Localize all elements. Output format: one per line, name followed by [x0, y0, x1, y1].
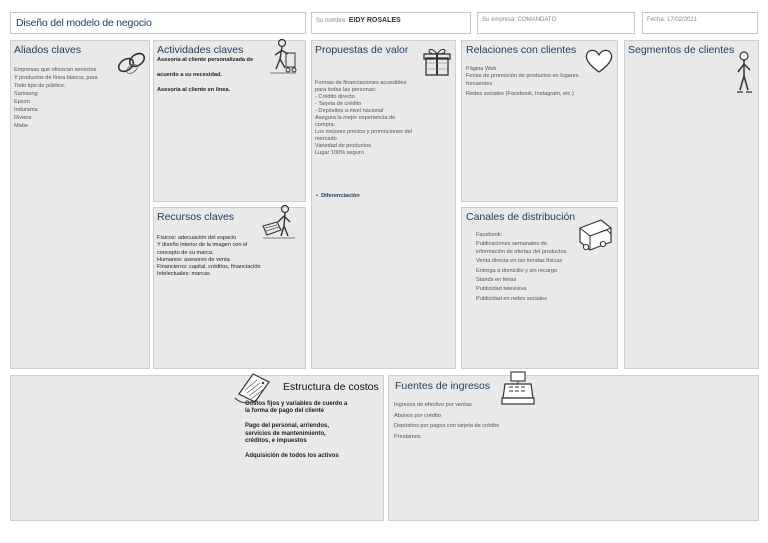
customer-relationships-panel[interactable] — [461, 40, 618, 202]
list-item: Asegura la mejor experiencia de — [315, 115, 396, 121]
canvas-title-box — [10, 12, 306, 34]
company-label: Su empresa: — [482, 17, 517, 23]
list-item: Todo tipo de público. — [14, 83, 66, 89]
list-item: Entrega a domicilio y sin recargo — [476, 267, 558, 274]
list-item: mercado — [315, 136, 337, 142]
list-item: Publicidad en redes sociales — [476, 295, 547, 302]
name-value: EIDY ROSALES — [348, 17, 401, 24]
list-item: Indurama — [14, 107, 38, 113]
list-item: Los mejores precios y promociones del — [315, 129, 413, 135]
list-item: Mabe — [14, 123, 28, 129]
list-item: Asesoría al cliente personalizada de — [157, 57, 254, 63]
list-item: frecuentes — [466, 80, 493, 87]
list-item: Riviera — [14, 115, 32, 121]
name-label: Su nombre: — [316, 18, 348, 24]
list-item: Publicidad televisiva — [476, 286, 527, 293]
channels-panel[interactable] — [461, 207, 618, 369]
worker-cart-icon — [266, 37, 298, 77]
list-item: Empresas que ofrezcan servicios — [14, 67, 97, 73]
value-proposition-panel[interactable] — [311, 40, 456, 369]
list-item: Abonos por crédito — [394, 412, 441, 419]
customer-relationships-title: Relaciones con clientes — [466, 44, 577, 56]
customer-segments-title: Segmentos de clientes — [628, 44, 735, 56]
delivery-truck-icon — [577, 218, 617, 254]
channels-list — [476, 232, 566, 303]
list-item — [157, 80, 253, 88]
list-item: la forma de pago del cliente — [245, 408, 325, 415]
list-item: Asesoría al cliente en línea. — [157, 87, 231, 93]
list-item: Ingresos de efectivo por ventas — [394, 402, 472, 408]
list-item: Y productos de línea blanca, para — [14, 75, 98, 81]
cash-register-icon — [501, 370, 537, 406]
list-item: Formas de financiaciones accesibles — [315, 80, 407, 86]
list-item: - Tarjeta de crédito — [315, 101, 362, 107]
key-partners-list — [14, 66, 98, 130]
list-item: Financieros: capital, créditos, financiación — [157, 264, 261, 271]
list-item: para todas las personas: — [315, 87, 377, 93]
list-item: concepto de su marca. — [157, 249, 214, 256]
revenue-streams-list — [394, 400, 499, 442]
key-partners-panel[interactable] — [10, 40, 150, 369]
list-item: Intelectuales: marcas — [157, 271, 210, 278]
channels-title: Canales de distribución — [466, 211, 576, 223]
differentiation-bullet — [316, 192, 360, 200]
list-item: Publicaciones semanales de — [476, 241, 547, 248]
revenue-streams-title: Fuentes de ingresos — [395, 380, 491, 392]
cost-structure-title: Estructura de costos — [283, 381, 379, 393]
key-resources-title: Recursos claves — [157, 211, 235, 223]
key-partners-title: Aliados claves — [14, 44, 82, 56]
key-activities-list — [157, 57, 253, 95]
list-item: compra. — [315, 122, 336, 128]
list-item: - Depósitos a nivel nacional — [315, 108, 384, 114]
list-item: Prestamos — [394, 433, 421, 440]
list-item: acuerdo a su necesidad. — [157, 72, 222, 78]
gift-box-icon — [420, 45, 454, 79]
list-item — [157, 65, 253, 73]
chain-links-icon — [116, 49, 148, 77]
key-resources-list — [157, 235, 261, 279]
list-item: Lugar 100% seguro — [315, 150, 364, 156]
date-label: Fecha: — [647, 17, 666, 23]
customer-segments-panel[interactable] — [624, 40, 759, 369]
list-item: servicios de mantenimiento, — [245, 430, 326, 437]
customer-relationships-list — [466, 66, 579, 99]
company-field[interactable] — [477, 12, 635, 34]
list-item: Redes sociales (Facebook, Instagram, etc.) — [466, 91, 574, 98]
key-activities-panel[interactable] — [153, 40, 306, 202]
list-item: Ferias de promoción de productos en lugares — [466, 73, 579, 80]
person-icon — [733, 50, 757, 94]
list-item: Venta directa en las tiendas físicas — [476, 258, 563, 265]
list-item: Depósitos por pagos con tarjeta de crédito — [394, 423, 500, 429]
heart-icon — [584, 47, 614, 75]
list-item: Epson — [14, 99, 30, 105]
list-item: Facebook: — [476, 232, 503, 238]
date-value: 17/02/2021 — [667, 17, 698, 23]
date-field[interactable] — [642, 12, 758, 34]
list-item: Página Web — [466, 66, 497, 72]
list-item: Humanos: asesores de venta — [157, 256, 230, 263]
list-item — [245, 416, 347, 423]
list-item: - Crédito directo — [315, 94, 355, 100]
list-item: Stands en ferias — [476, 277, 517, 284]
list-item: créditos, e impuestos — [245, 438, 307, 445]
list-item: Físicos: adecuación del espacio — [157, 235, 237, 241]
worker-machine-icon — [261, 202, 297, 242]
key-resources-panel[interactable] — [153, 207, 306, 369]
list-item: Samsung — [14, 91, 38, 97]
bullet-dot-icon: • — [316, 193, 322, 199]
value-proposition-title: Propuestas de valor — [315, 44, 409, 56]
list-item: Y diseño interior de la imagen con el — [157, 242, 248, 249]
cost-structure-list — [245, 401, 347, 460]
list-item — [245, 445, 347, 452]
value-proposition-list — [315, 80, 412, 157]
canvas-title: Diseño del modelo de negocio — [16, 17, 152, 29]
list-item: Adquisición de todos los activos — [245, 452, 339, 459]
name-field[interactable] — [311, 12, 471, 34]
key-activities-title: Actividades claves — [157, 44, 244, 56]
cost-structure-panel[interactable] — [10, 375, 384, 521]
list-item: Pago del personal, arriendos, — [245, 423, 330, 430]
list-item: Costos fijos y variables de cuerdo a — [245, 401, 348, 407]
list-item: información de ofertas del productos — [476, 248, 567, 255]
revenue-streams-panel[interactable] — [388, 375, 759, 521]
list-item: Variedad de productos — [315, 143, 371, 149]
differentiation-label: Diferenciación — [321, 193, 360, 199]
company-value: COMANDATO — [517, 17, 557, 23]
